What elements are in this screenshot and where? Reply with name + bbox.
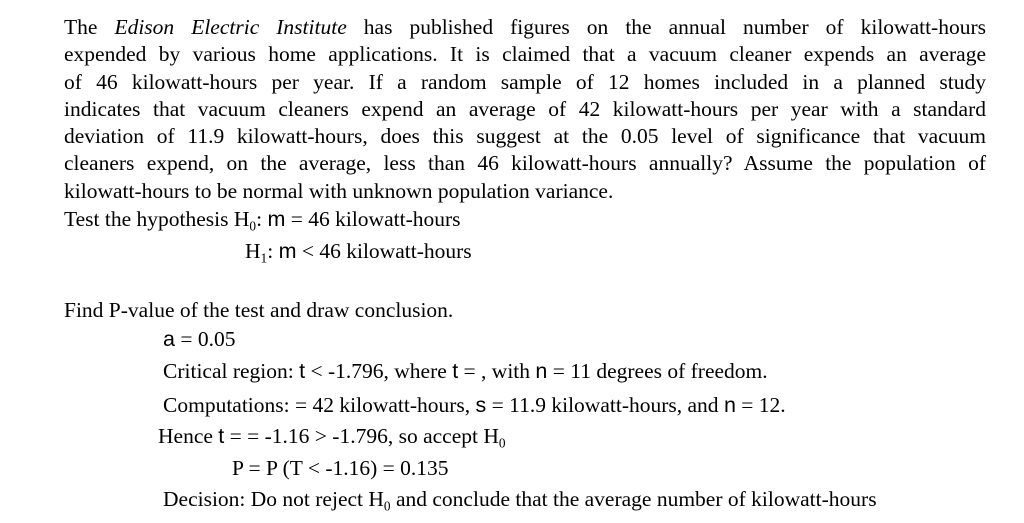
critical-region-line: Critical region: t < -1.796, where t = , with n = 11 degrees of freedom. <box>163 359 768 383</box>
null-hypothesis: Test the hypothesis $H_0$: m = 46 kilowatt-hours <box>64 207 461 234</box>
p-value-line: P = P (T < -1.16) = 0.135 <box>232 456 449 480</box>
institute-name: Edison Electric Institute <box>114 15 347 39</box>
computations-line: Computations: = 42 kilowatt-hours, s = 11.9 kilowatt-hours, and n = 12. <box>163 393 786 417</box>
problem-line-1: The Edison Electric Institute has published figures on the annual number of kilowatt-hours <box>64 15 986 39</box>
problem-line-3: of 46 kilowatt-hours per year. If a random sample of 12 homes included in a planned study <box>64 69 986 94</box>
problem-statement <box>64 14 986 205</box>
problem-line-7: kilowatt-hours to be normal with unknown population variance. <box>64 178 614 203</box>
problem-line-6: cleaners expend, on the average, less than 46 kilowatt-hours annually? Assume the population of <box>64 151 986 176</box>
alternative-hypothesis: $H_1$: m < 46 kilowatt-hours <box>245 239 472 266</box>
alpha-line: a = 0.05 <box>163 327 236 351</box>
decision-line: Decision: Do not reject $H_0$ and conclude that the average number of kilowatt-hours <box>163 487 877 514</box>
problem-line-4: indicates that vacuum cleaners expend an average of 42 kilowatt-hours per year with a standard <box>64 96 986 121</box>
task-instruction: Find P-value of the test and draw conclusion. <box>64 298 454 322</box>
test-statistic-line: Hence t = = -1.16 > -1.796, so accept $H_0$ <box>158 424 506 451</box>
problem-line-2: expended by various home applications. It is claimed that a vacuum cleaner expends an average <box>64 42 986 67</box>
problem-line-5: deviation of 11.9 kilowatt-hours, does this suggest at the 0.05 level of significance that vacuum <box>64 124 986 149</box>
